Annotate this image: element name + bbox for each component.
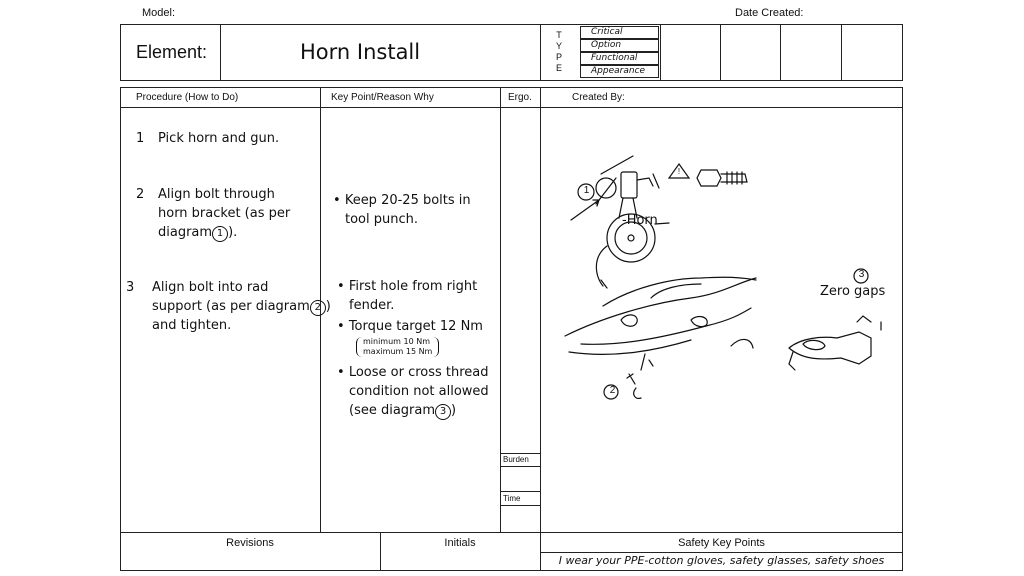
type-letters: T Y P E [555, 30, 562, 73]
type-option-critical: Critical [580, 26, 659, 39]
key-point-header: Key Point/Reason Why [331, 92, 434, 103]
date-created-label: Date Created: [735, 7, 804, 19]
header-box [120, 24, 903, 81]
diagram-ref-3: 3 [435, 404, 451, 420]
zero-gaps-label: Zero gaps [820, 284, 886, 299]
diagram-ref-1-number: 1 [583, 185, 590, 196]
step-1-text: Pick horn and gun. [158, 131, 280, 146]
diagram-ref-3-number: 3 [858, 269, 865, 280]
ergo-header: Ergo. [508, 92, 532, 103]
step-2-number: 2 [136, 187, 145, 202]
type-option-functional: Functional [580, 52, 659, 65]
step-2-text: Align bolt through horn bracket (as per diagram 1 ). [158, 187, 291, 240]
element-label: Element: [136, 42, 208, 62]
model-label: Model: [142, 7, 176, 19]
type-option-option: Option [580, 39, 659, 52]
horn-label: -Horn [622, 213, 658, 228]
procedure-header: Procedure (How to Do) [136, 92, 239, 103]
step-1-number: 1 [136, 131, 145, 146]
diagram-sketch [541, 108, 902, 531]
key-point-2: • First hole from right fender. [337, 277, 477, 315]
safety-key-points-header: Safety Key Points [678, 537, 765, 549]
key-point-1: • Keep 20-25 bolts in tool punch. [333, 191, 471, 229]
type-option-appearance: Appearance [580, 65, 659, 78]
burden-label: Burden [503, 455, 529, 464]
diagram-ref-2-number: 2 [609, 385, 616, 396]
created-by-header: Created By: [572, 92, 625, 103]
step-3-text: Align bolt into rad support (as per diagram 2 ) and tighten. [152, 280, 331, 333]
diagram-ref-2: 2 [310, 300, 326, 316]
initials-header: Initials [444, 537, 476, 549]
warning-mark: ! [677, 167, 681, 176]
diagram-ref-1: 1 [212, 226, 228, 242]
element-value: Horn Install [300, 40, 421, 64]
safety-text: I wear your PPE-cotton gloves, safety glasses, safety shoes [558, 554, 885, 567]
key-point-4: • Loose or cross thread condition not allowed (see diagram 3 ) [337, 363, 489, 420]
torque-range: minimum 10 Nm maximum 15 Nm [356, 337, 439, 357]
key-point-3: • Torque target 12 Nm [337, 317, 483, 336]
step-3-number: 3 [126, 280, 135, 295]
revisions-header: Revisions [226, 537, 274, 549]
time-label: Time [503, 494, 521, 503]
